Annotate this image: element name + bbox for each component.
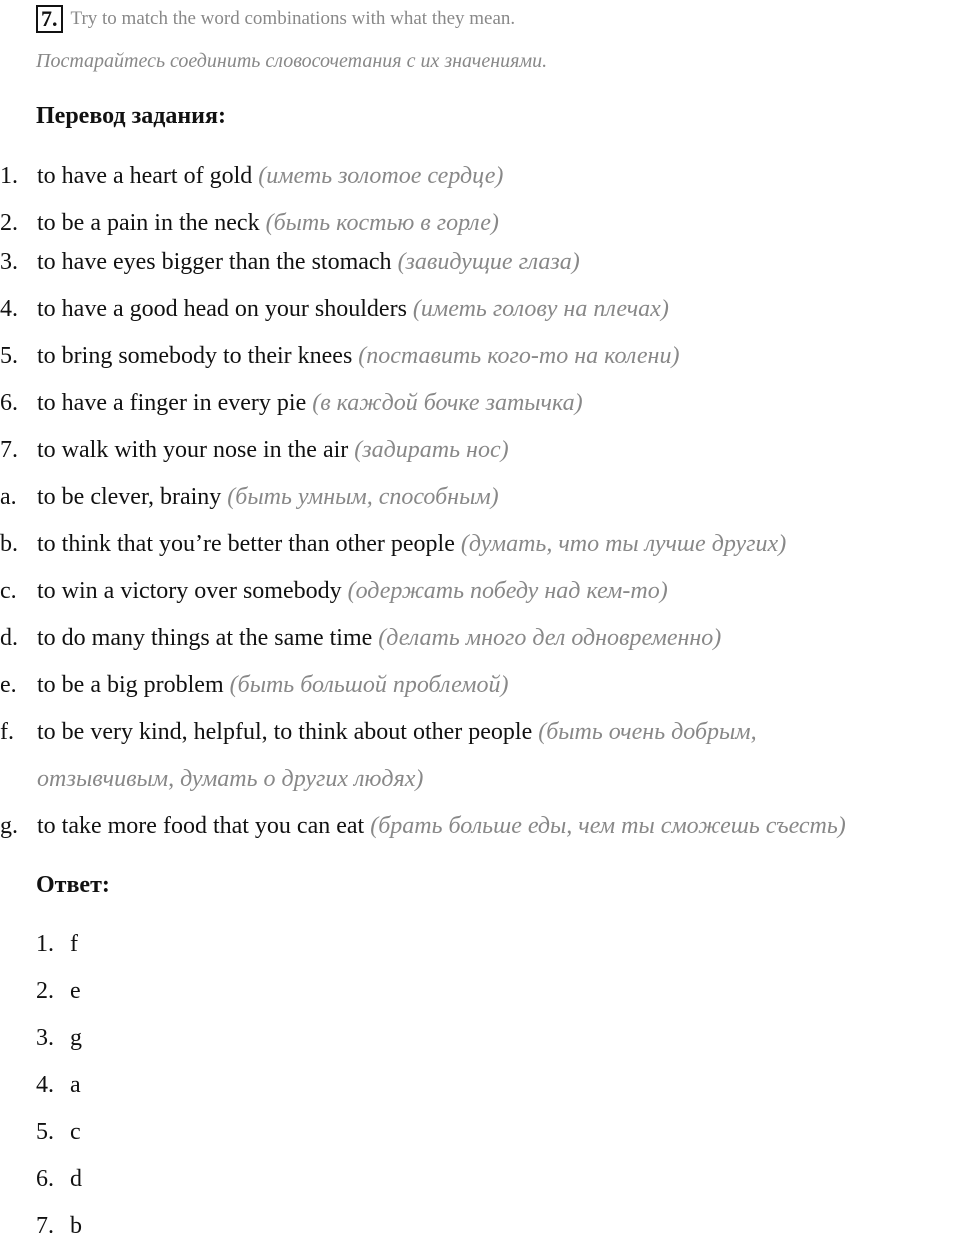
item-text: to win a victory over somebody	[37, 578, 342, 604]
translation-heading: Перевод задания:	[36, 103, 226, 129]
item-gloss: (задирать нос)	[354, 437, 509, 463]
answer-value: a	[70, 1072, 81, 1098]
item-marker: a.	[0, 484, 17, 510]
item-text: to be clever, brainy	[37, 484, 222, 510]
answer-marker: 4.	[36, 1072, 54, 1098]
answer-item	[36, 1115, 81, 1149]
item-text: to have a heart of gold	[37, 163, 253, 189]
task-header	[36, 4, 515, 34]
answer-value: f	[70, 931, 78, 957]
item-gloss: (одержать победу над кем-то)	[347, 578, 668, 604]
answer-value: g	[70, 1025, 82, 1051]
item-text: to be a big problem	[37, 672, 224, 698]
item-gloss: (иметь золотое сердце)	[258, 163, 504, 189]
task-number: 7.	[36, 5, 63, 33]
item-marker: g.	[0, 813, 18, 839]
answer-marker: 3.	[36, 1025, 54, 1051]
item-gloss: (делать много дел одновременно)	[378, 625, 722, 651]
item-gloss: (думать, что ты лучше других)	[460, 531, 787, 557]
answer-item	[36, 1068, 81, 1102]
task-instruction: Try to match the word combinations with what they mean.	[70, 8, 516, 29]
item-gloss-continuation: отзывчивым, думать о других людях)	[37, 766, 424, 792]
item-gloss: (в каждой бочке затычка)	[312, 390, 583, 416]
answer-marker: 5.	[36, 1119, 54, 1145]
task-translation: Постарайтесь соединить словосочетания с их значениями.	[36, 50, 548, 72]
item-gloss: (быть большой проблемой)	[229, 672, 509, 698]
item-marker: 5.	[0, 343, 18, 369]
item-text: to take more food that you can eat	[37, 813, 365, 839]
item-gloss: (поставить кого-то на колени)	[358, 343, 680, 369]
item-gloss: (быть умным, способным)	[227, 484, 499, 510]
item-gloss: (быть костью в горле)	[265, 210, 499, 236]
item-text: to be a pain in the neck	[37, 210, 260, 236]
item-marker: 3.	[0, 249, 18, 275]
answer-item	[36, 1021, 82, 1055]
item-text: to be very kind, helpful, to think about other people	[37, 719, 533, 745]
answer-value: e	[70, 978, 81, 1004]
answer-item	[36, 1162, 82, 1196]
answer-marker: 7.	[36, 1213, 54, 1239]
item-gloss: (иметь голову на плечах)	[412, 296, 669, 322]
item-marker: b.	[0, 531, 18, 557]
item-marker: 1.	[0, 163, 18, 189]
item-text: to do many things at the same time	[37, 625, 373, 651]
answer-value: c	[70, 1119, 81, 1145]
answer-marker: 2.	[36, 978, 54, 1004]
item-text: to walk with your nose in the air	[37, 437, 349, 463]
item-marker: d.	[0, 625, 18, 651]
item-marker: 2.	[0, 210, 18, 236]
item-marker: c.	[0, 578, 17, 604]
answer-heading: Ответ:	[36, 872, 110, 898]
item-marker: 6.	[0, 390, 18, 416]
item-text: to have a good head on your shoulders	[37, 296, 407, 322]
item-text: to think that you’re better than other people	[37, 531, 455, 557]
answer-marker: 1.	[36, 931, 54, 957]
item-marker: 7.	[0, 437, 18, 463]
item-text: to have eyes bigger than the stomach	[37, 249, 392, 275]
answer-item	[36, 927, 78, 961]
item-marker: 4.	[0, 296, 18, 322]
answer-value: d	[70, 1166, 82, 1192]
item-marker: f.	[0, 719, 14, 745]
item-marker: e.	[0, 672, 17, 698]
item-text: to have a finger in every pie	[37, 390, 307, 416]
item-gloss: (быть очень добрым,	[538, 719, 757, 745]
item-gloss: (завидущие глаза)	[397, 249, 580, 275]
answer-marker: 6.	[36, 1166, 54, 1192]
item-text: to bring somebody to their knees	[37, 343, 353, 369]
answer-value: b	[70, 1213, 82, 1239]
answer-item	[36, 974, 81, 1008]
item-gloss: (брать больше еды, чем ты сможешь съесть)	[370, 813, 846, 839]
